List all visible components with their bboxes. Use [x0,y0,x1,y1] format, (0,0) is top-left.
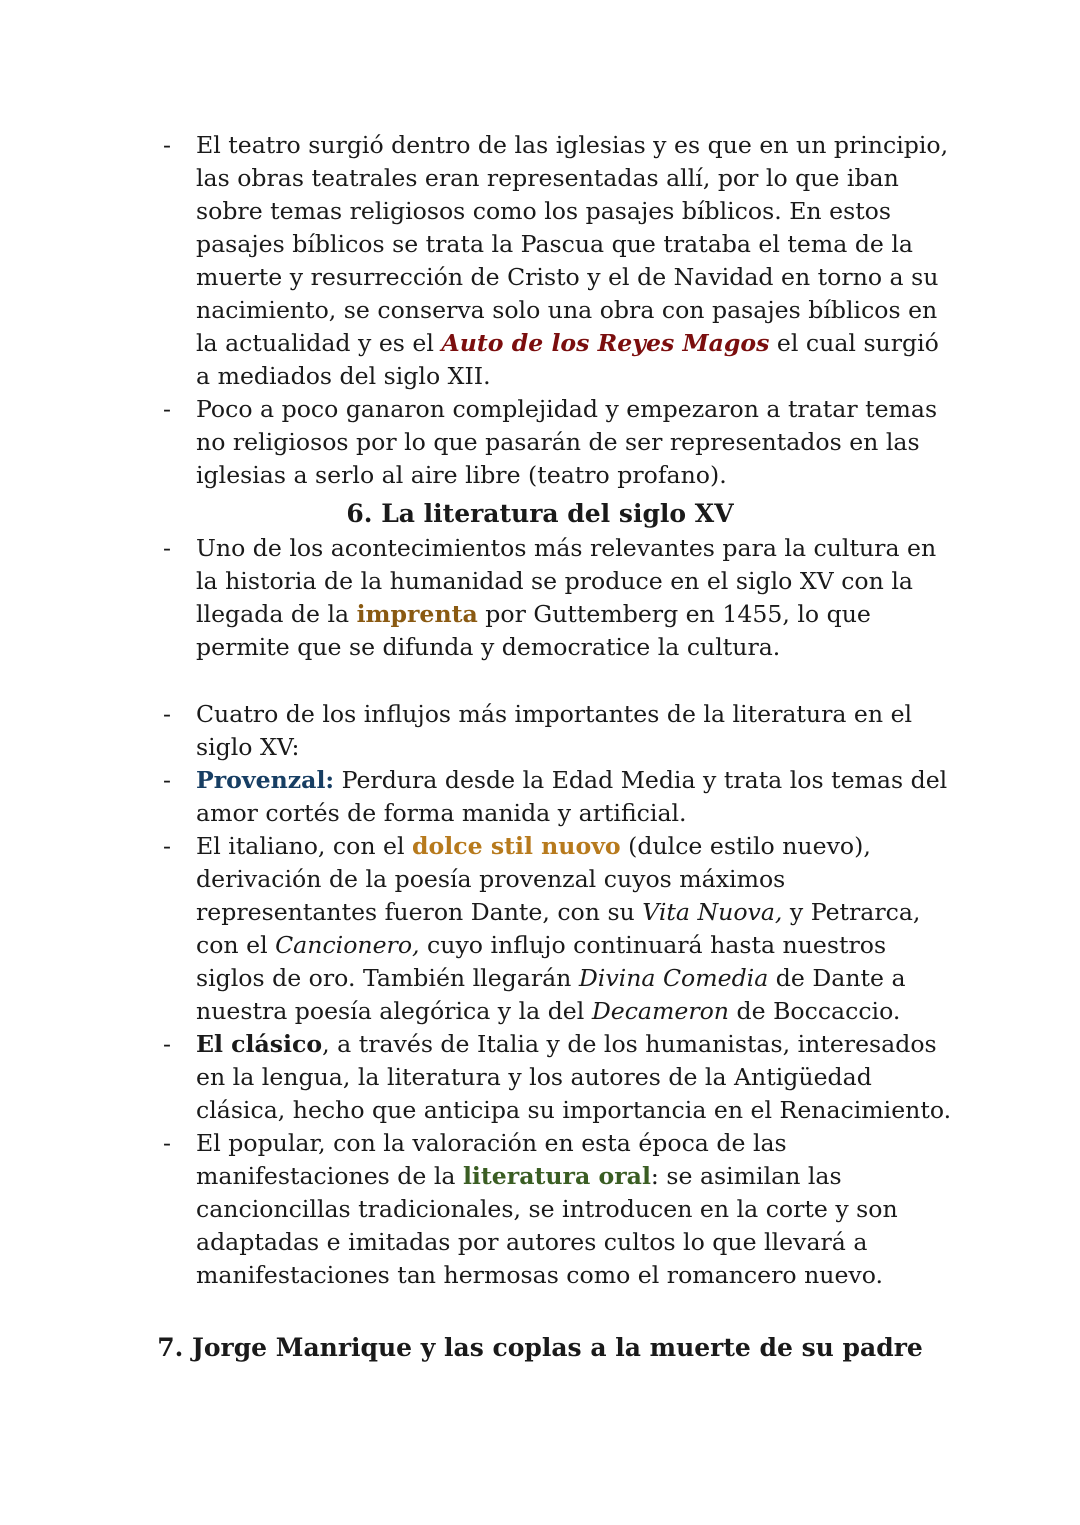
highlight-imprenta: imprenta [356,600,478,628]
paragraph-text: Cuatro de los influjos más importantes de la literatura en el siglo XV: [196,700,913,761]
dash-bullet: - [163,534,171,562]
highlight-provenzal: Provenzal: [196,766,335,794]
paragraph-text: y Petrarca, con el [196,898,921,959]
highlight-auto-reyes-magos: Auto de los Reyes Magos [441,329,770,357]
paragraph-text: de Dante a nuestra poesía alegórica y la del [196,964,906,1025]
section6-list-b [0,698,1080,1292]
paragraph-text: cuyo influjo continuará hasta nuestros siglos de oro. También llegarán [196,931,887,992]
list-item [0,698,1080,764]
title-decameron: Decameron [591,997,730,1025]
section-heading-7: 7. Jorge Manrique y las coplas a la muerte de su padre [157,1333,923,1362]
list-item [0,764,1080,830]
paragraph-text: : se asimilan las cancioncillas tradicionales, se introducen en la corte y son adaptadas e imitadas por autores cultos lo que llevará a manifestaciones tan hermosas como el romancero nuevo. [196,1162,898,1289]
title-cancionero: Cancionero, [275,931,420,959]
dash-bullet: - [163,1129,171,1157]
dash-bullet: - [163,766,171,794]
paragraph-text: Perdura desde la Edad Media y trata los temas del amor cortés de forma manida y artificial. [196,766,948,827]
section5-list [0,129,1080,492]
list-item [0,1028,1080,1127]
list-item [0,1127,1080,1292]
dash-bullet: - [163,832,171,860]
section6-list-a [0,532,1080,664]
list-item [0,532,1080,664]
paragraph-text: de Boccaccio. [729,997,901,1025]
paragraph-text: El popular, con la valoración en esta época de las manifestaciones de la [196,1129,787,1190]
list-item [0,129,1080,393]
title-divina-comedia: Divina Comedia [578,964,769,992]
paragraph-text: El italiano, con el [196,832,413,860]
dash-bullet: - [163,700,171,728]
highlight-literatura-oral: literatura oral [462,1162,651,1190]
highlight-el-clasico: El clásico [196,1030,323,1058]
paragraph-text: Poco a poco ganaron complejidad y empezaron a tratar temas no religiosos por lo que pasarán de ser representados en las iglesias a serlo al aire libre (teatro profano). [196,395,938,489]
paragraph-text: , a través de Italia y de los humanistas, interesados en la lengua, la literatura y los autores de la Antigüedad clásica, hecho que anticipa su importancia en el Renacimiento. [196,1030,952,1124]
paragraph-text: por Guttemberg en 1455, lo que permite que se difunda y democratice la cultura. [196,600,871,661]
title-vita-nuova: Vita Nuova, [642,898,783,926]
highlight-dolce-stil-nuovo: dolce stil nuovo [412,832,621,860]
dash-bullet: - [163,1030,171,1058]
dash-bullet: - [163,131,171,159]
paragraph-text: Uno de los acontecimientos más relevantes para la cultura en la historia de la humanidad se produce en el siglo XV con la llegada de la [196,534,937,628]
section-heading-6: 6. La literatura del siglo XV [346,499,734,528]
paragraph-text: El teatro surgió dentro de las iglesias y es que en un principio, las obras teatrales eran representadas allí, por lo que iban sobre temas religiosos como los pasajes bíblicos. En estos pasajes bíblicos se trata la Pascua que trataba el tema de la muerte y resurrección de Cristo y el de Navidad en torno a su nacimiento, se conserva solo una obra con pasajes bíblicos en la actualidad y es el [196,131,949,357]
paragraph-text: (dulce estilo nuevo), derivación de la poesía provenzal cuyos máximos representantes fueron Dante, con su [196,832,871,926]
list-item [0,830,1080,1028]
list-item [0,393,1080,492]
dash-bullet: - [163,395,171,423]
paragraph-text: el cual surgió a mediados del siglo XII. [196,329,939,390]
